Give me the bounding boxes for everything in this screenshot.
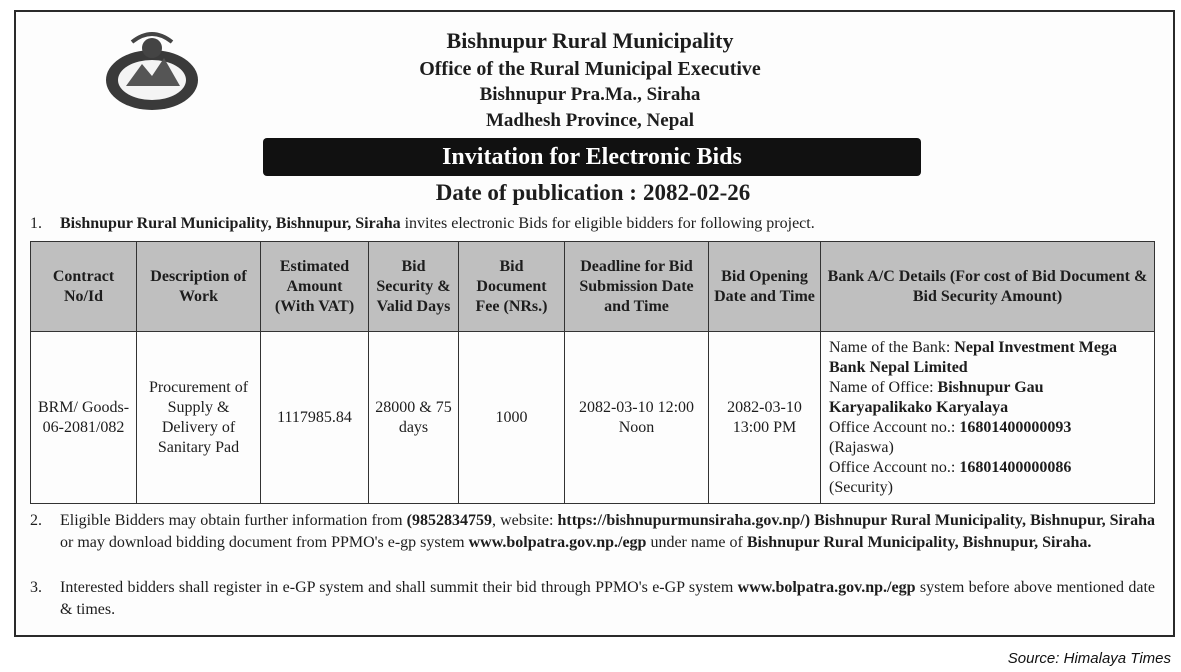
- paragraph-number: 2.: [30, 512, 42, 529]
- cell-description: Procurement of Supply & Delivery of Sanitary Pad: [137, 332, 261, 504]
- paragraph-2-text: or may download bidding document from PPMO's e-gp system: [60, 534, 469, 551]
- table-row: [31, 332, 1155, 504]
- bank-name: Nepal Investment Mega Bank Nepal Limited: [829, 338, 1117, 376]
- office-name: Office of the Rural Municipal Executive: [419, 58, 761, 80]
- paragraph-1-text: invites electronic Bids for eligible bidders for following project.: [400, 215, 815, 232]
- col-amount: Estimated Amount (With VAT): [261, 242, 369, 332]
- cell-security: 28000 & 75 days: [369, 332, 459, 504]
- municipality-name: Bishnupur Rural Municipality, Bishnupur, Siraha.: [746, 534, 1092, 551]
- address-line-1: Bishnupur Pra.Ma., Siraha: [479, 84, 701, 105]
- col-security: Bid Security & Valid Days: [369, 242, 459, 332]
- cell-deadline: 2082-03-10 12:00 Noon: [565, 332, 709, 504]
- account-1-note: (Rajaswa): [829, 438, 894, 456]
- bid-table: [30, 241, 1155, 504]
- account-1-number: 16801400000093: [959, 418, 1072, 436]
- source-credit: Source: Himalaya Times: [1007, 650, 1171, 667]
- paragraph-3-text: Interested bidders shall register in e-GP system and shall summit their bid through PPMO's e-GP system: [60, 579, 738, 596]
- egp-link[interactable]: www.bolpatra.gov.np./egp: [737, 579, 916, 596]
- paragraph-2-text: , website:: [492, 512, 558, 529]
- address-line-2: Madhesh Province, Nepal: [485, 110, 695, 131]
- cell-opening: 2082-03-10 13:00 PM: [709, 332, 821, 504]
- cell-bank-details: [821, 332, 1155, 504]
- col-description: Description of Work: [137, 242, 261, 332]
- bank-label: Name of the Bank:: [829, 338, 955, 356]
- paragraph-number: 3.: [30, 579, 42, 596]
- website-link[interactable]: https://bishnupurmunsiraha.gov.np/) Bishnupur Rural Municipality, Bishnupur, Siraha: [557, 512, 1155, 529]
- egp-link[interactable]: www.bolpatra.gov.np./egp: [468, 534, 647, 551]
- office-name-value: Bishnupur Gau Karyapalikako Karyalaya: [829, 378, 1044, 416]
- paragraph-2-text: under name of: [646, 534, 747, 551]
- notice-title-banner: Invitation for Electronic Bids: [263, 138, 921, 176]
- office-label: Name of Office:: [829, 378, 938, 396]
- account-1-label: Office Account no.:: [829, 418, 960, 436]
- account-2-note: (Security): [829, 478, 893, 496]
- table-header-row: [31, 242, 1155, 332]
- col-opening: Bid Opening Date and Time: [709, 242, 821, 332]
- municipality-name: Bishnupur Rural Municipality, Bishnupur, Siraha: [60, 215, 401, 232]
- col-contract: Contract No/Id: [31, 242, 137, 332]
- account-2-label: Office Account no.:: [829, 458, 960, 476]
- paragraph-number: 1.: [30, 215, 42, 232]
- paragraph-3-text: system before above mentioned date & times.: [60, 579, 1155, 618]
- cell-contract: BRM/ Goods- 06-2081/082: [31, 332, 137, 504]
- phone-number: (9852834759: [406, 512, 492, 529]
- cell-fee: 1000: [459, 332, 565, 504]
- col-deadline: Deadline for Bid Submission Date and Time: [565, 242, 709, 332]
- publication-label: Date of publication :: [435, 180, 637, 205]
- col-fee: Bid Document Fee (NRs.): [459, 242, 565, 332]
- nepal-emblem-icon: [102, 30, 202, 114]
- col-bank: Bank A/C Details (For cost of Bid Document & Bid Security Amount): [821, 242, 1155, 332]
- account-2-number: 16801400000086: [959, 458, 1072, 476]
- org-name: Bishnupur Rural Municipality: [446, 28, 734, 53]
- publication-date: [300, 180, 880, 206]
- cell-amount: 1117985.84: [261, 332, 369, 504]
- publication-value: 2082-02-26: [642, 180, 751, 205]
- paragraph-2-text: Eligible Bidders may obtain further information from: [60, 512, 407, 529]
